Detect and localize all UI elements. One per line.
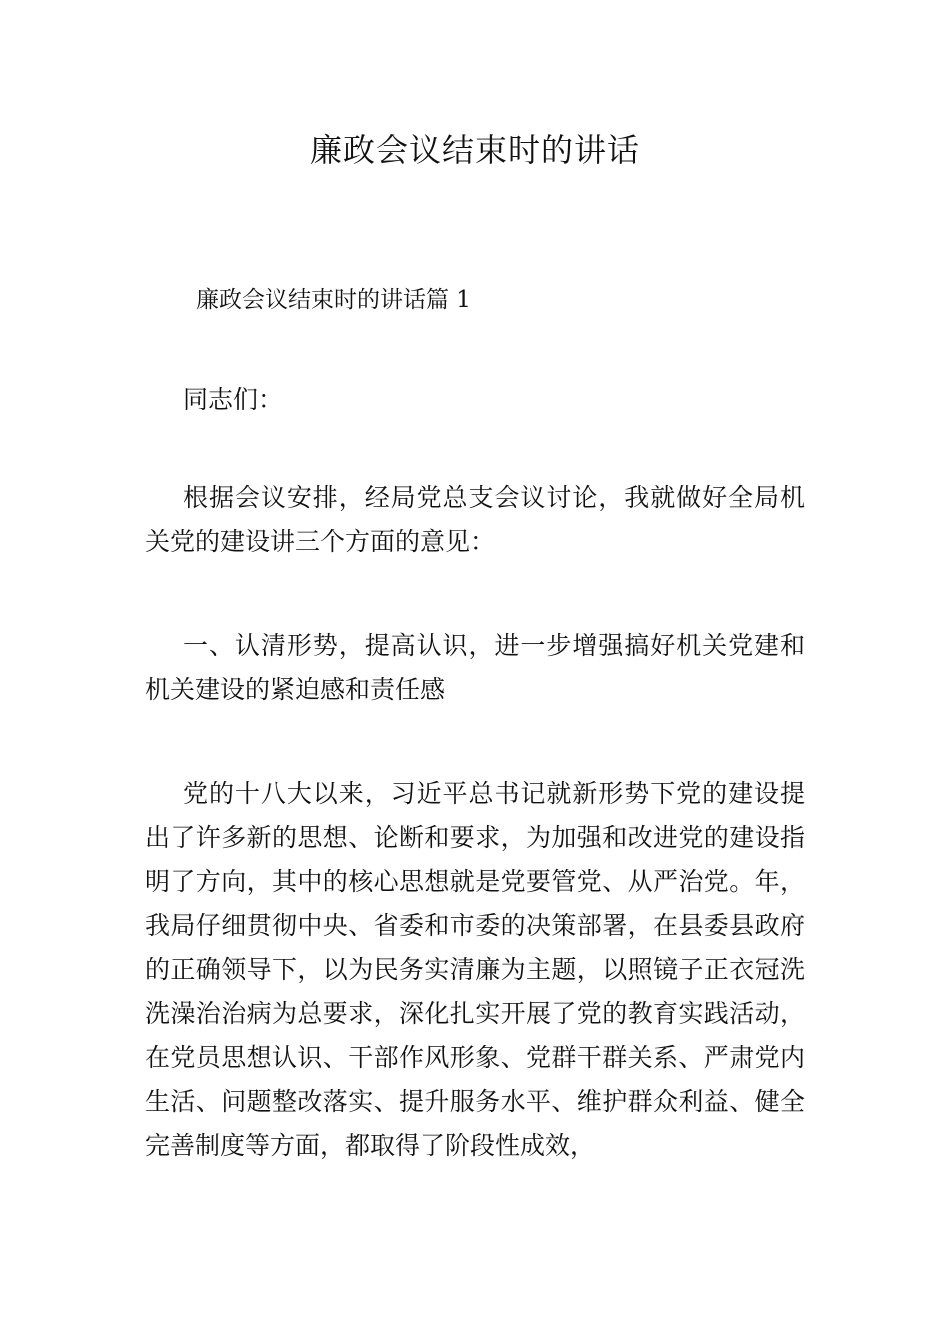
section-heading-1: 一、认清形势，提高认识，进一步增强搞好机关党建和机关建设的紧迫感和责任感 <box>145 631 805 704</box>
body-paragraph: 党的十八大以来，习近平总书记就新形势下党的建设提出了许多新的思想、论断和要求，为加强和改进党的建设指明了方向，其中的核心思想就是党要管党、从严治党。年，我局仔细贯彻中央、省委和市委的决策部署，在县委县政府的正确领导下，以为民务实清廉为主题，以照镜子正衣冠洗洗澡治治病为总要求，深化扎实开展了党的教育实践活动，在党员思想认识、干部作风形象、党群干群关系、严肃党内生活、问题整改落实、提升服务水平、维护群众利益、健全完善制度等方面，都取得了阶段性成效， <box>145 779 805 1160</box>
document-subtitle: 廉政会议结束时的讲话篇 1 <box>196 287 471 313</box>
greeting-line: 同志们： <box>183 385 284 414</box>
document-title: 廉政会议结束时的讲话 <box>309 131 640 169</box>
intro-paragraph: 根据会议安排，经局党总支会议讨论，我就做好全局机关党的建设讲三个方面的意见： <box>145 483 805 556</box>
